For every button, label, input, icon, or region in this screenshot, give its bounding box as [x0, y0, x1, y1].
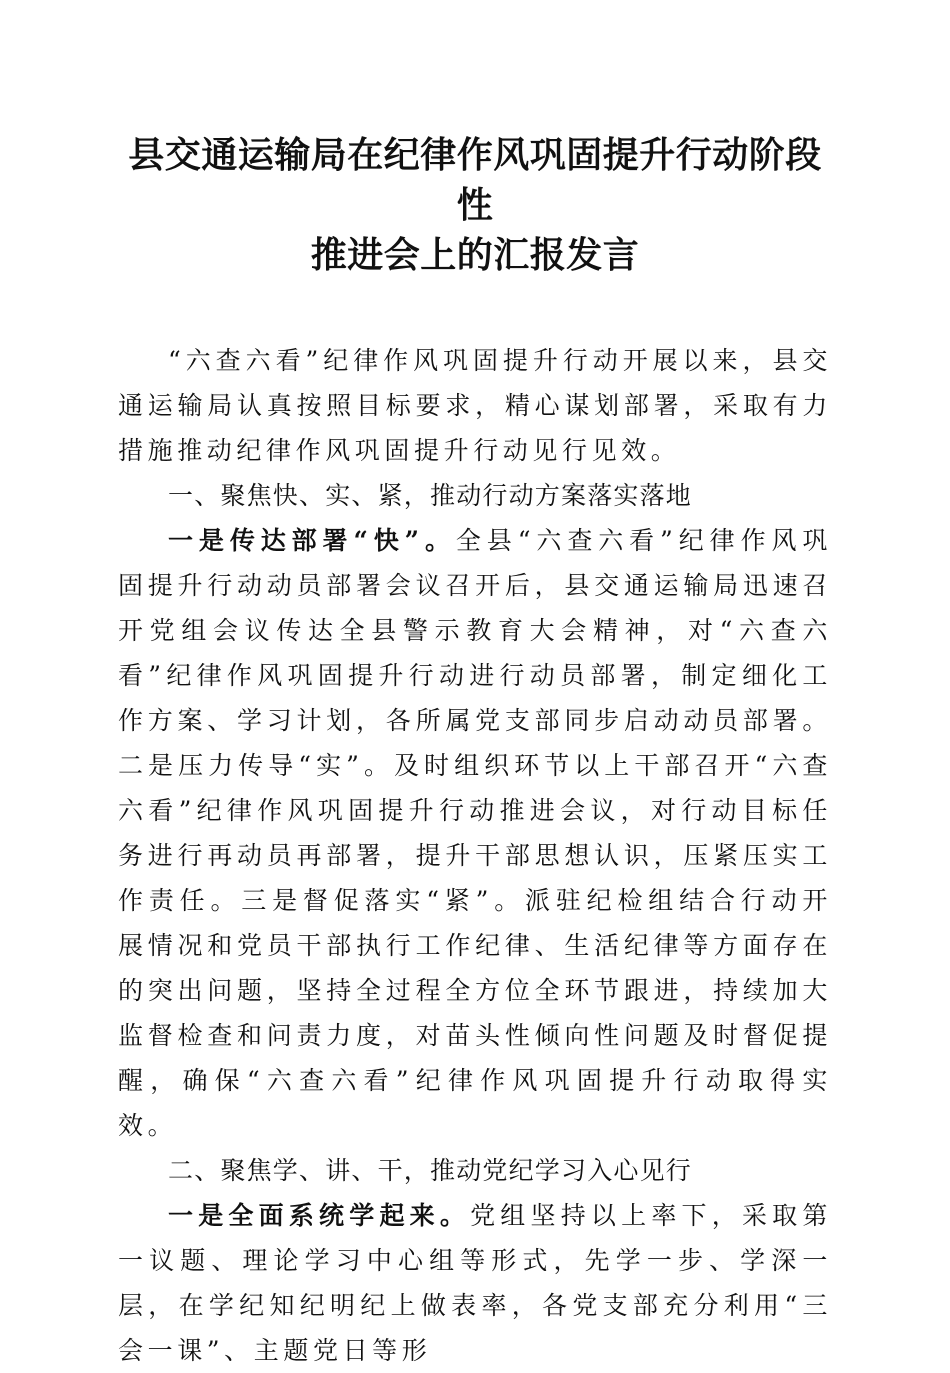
document-title	[118, 130, 832, 280]
document-body	[118, 338, 832, 1373]
title-line-2: 推进会上的汇报发言	[310, 234, 640, 276]
section-1-heading: 一、聚焦快、实、紧，推动行动方案落实落地	[168, 481, 693, 510]
intro-paragraph: “六查六看”纪律作风巩固提升行动开展以来，县交通运输局认真按照目标要求，精心谋划部署，采取有力措施推动纪律作风巩固提升行动见行见效。	[118, 346, 832, 465]
section-2-paragraph	[118, 1193, 832, 1373]
section-2-body: 党组坚持以上率下，采取第一议题、理论学习中心组等形式，先学一步、学深一层，在学纪知纪明纪上做表率，各党支部充分利用“三会一课”、主题党日等形	[118, 1201, 832, 1365]
document-page	[118, 130, 832, 1373]
title-line-1: 县交通运输局在纪律作风巩固提升行动阶段性	[128, 134, 822, 226]
section-1-paragraph	[118, 518, 832, 1148]
section-1-lead: 一是传达部署“快”。	[168, 526, 456, 555]
section-2-heading: 二、聚焦学、讲、干，推动党纪学习入心见行	[168, 1156, 693, 1185]
section-2-lead: 一是全面系统学起来。	[168, 1201, 471, 1230]
section-1-body: 全县“六查六看”纪律作风巩固提升行动动员部署会议召开后，县交通运输局迅速召开党组会议传达全县警示教育大会精神，对“六查六看”纪律作风巩固提升行动进行动员部署，制定细化工作方案、学习计划，各所属党支部同步启动动员部署。二是压力传导“实”。及时组织环节以上干部召开“六查六看”纪律作风巩固提升行动推进会议，对行动目标任务进行再动员再部署，提升干部思想认识，压紧压实工作责任。三是督促落实“紧”。派驻纪检组结合行动开展情况和党员干部执行工作纪律、生活纪律等方面存在的突出问题，坚持全过程全方位全环节跟进，持续加大监督检查和问责力度，对苗头性倾向性问题及时督促提醒，确保“六查六看”纪律作风巩固提升行动取得实效。	[118, 526, 832, 1140]
